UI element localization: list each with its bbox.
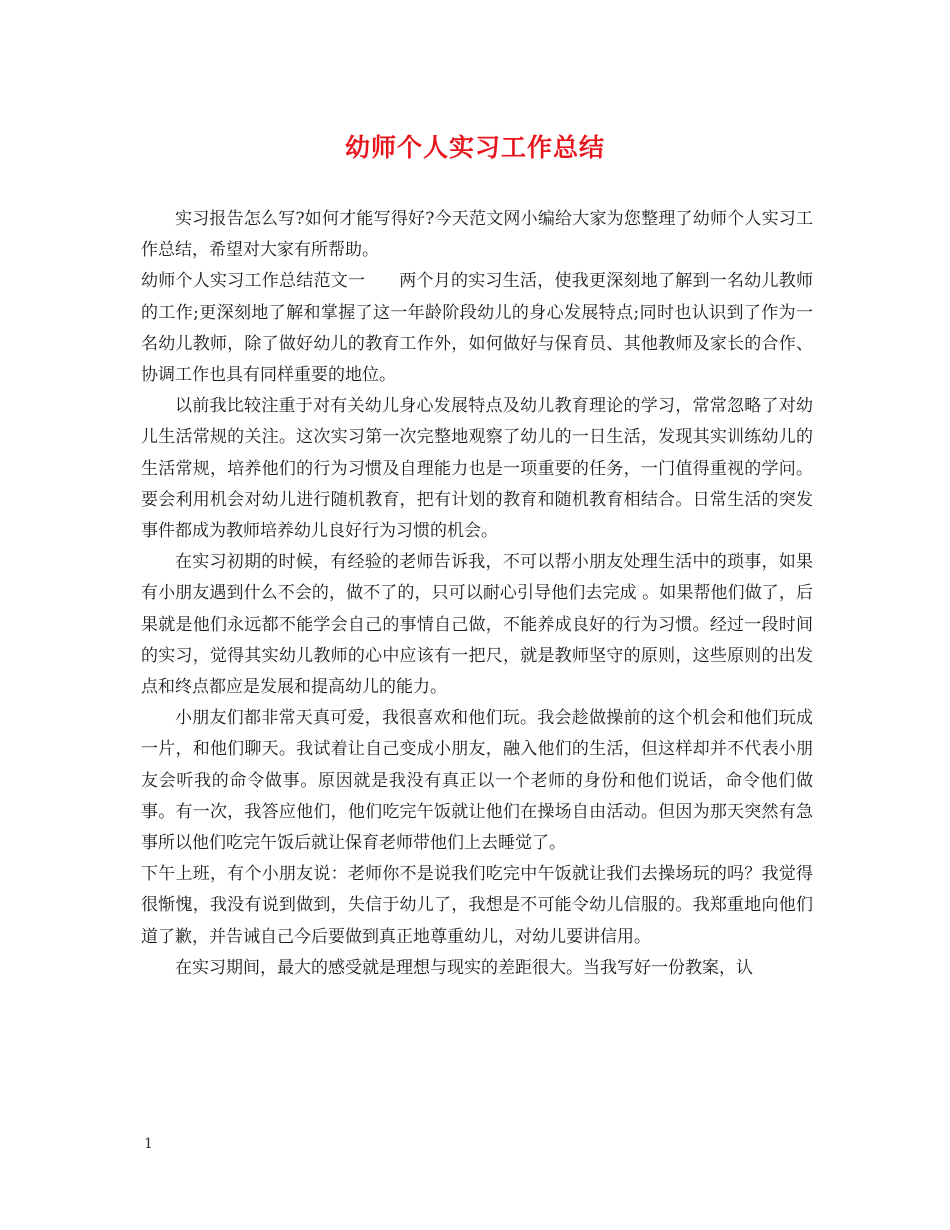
paragraph-2: 以前我比较注重于对有关幼儿身心发展特点及幼儿教育理论的学习，常常忽略了对幼儿生活常规的关注。这次实习第一次完整地观察了幼儿的一日生活，发现其实训练幼儿的生活常规，培养他们的行为习惯及自理能力也是一项重要的任务，一门值得重视的学问。要会利用机会对幼儿进行随机教育，把有计划的教育和随机教育相结合。日常生活的突发事件都成为教师培养幼儿良好行为习惯的机会。 bbox=[141, 396, 813, 542]
paragraph-6: 在实习期间，最大的感受就是理想与现实的差距很大。当我写好一份教案，认 bbox=[175, 957, 753, 978]
document-body bbox=[141, 204, 813, 984]
section-paragraph-1 bbox=[141, 266, 813, 391]
page-number: 1 bbox=[144, 1136, 153, 1152]
intro-paragraph: 实习报告怎么写?如何才能写得好?今天范文网小编给大家为您整理了幼师个人实习工作总结，希望对大家有所帮助。 bbox=[141, 209, 813, 261]
paragraph-5: 下午上班，有个小朋友说：老师你不是说我们吃完中午饭就让我们去操场玩的吗？我觉得很惭愧，我没有说到做到，失信于幼儿了，我想是不可能令幼儿信服的。我郑重地向他们道了歉，并告诫自己今后要做到真正地尊重幼儿，对幼儿要讲信用。 bbox=[141, 864, 813, 947]
section-heading: 幼师个人实习工作总结范文一 bbox=[141, 271, 366, 292]
paragraph-4: 小朋友们都非常天真可爱，我很喜欢和他们玩。我会趁做操前的这个机会和他们玩成一片，和他们聊天。我试着让自己变成小朋友，融入他们的生活，但这样却并不代表小朋友会听我的命令做事。原因就是我没有真正以一个老师的身份和他们说话，命令他们做事。有一次，我答应他们，他们吃完午饭就让他们在操场自由活动。但因为那天突然有急事所以他们吃完午饭后就让保育老师带他们上去睡觉了。 bbox=[141, 708, 813, 854]
paragraph-1-text: 两个月的实习生活，使我更深刻地了解到一名幼儿教师的工作;更深刻地了解和掌握了这一年龄阶段幼儿的身心发展特点;同时也认识到了作为一名幼儿教师，除了做好幼儿的教育工作外，如何做好与保育员、其他教师及家长的合作、协调工作也具有同样重要的地位。 bbox=[141, 271, 813, 386]
document-title: 幼师个人实习工作总结 bbox=[344, 133, 605, 162]
paragraph-3: 在实习初期的时候，有经验的老师告诉我，不可以帮小朋友处理生活中的琐事，如果有小朋友遇到什么不会的，做不了的，只可以耐心引导他们去完成 。如果帮他们做了，后果就是他们永远都不能学会自己的事情自己做，不能养成良好的行为习惯。经过一段时间的实习，觉得其实幼儿教师的心中应该有一把尺，就是教师坚守的原则，这些原则的出发点和终点都应是发展和提高幼儿的能力。 bbox=[141, 552, 813, 698]
